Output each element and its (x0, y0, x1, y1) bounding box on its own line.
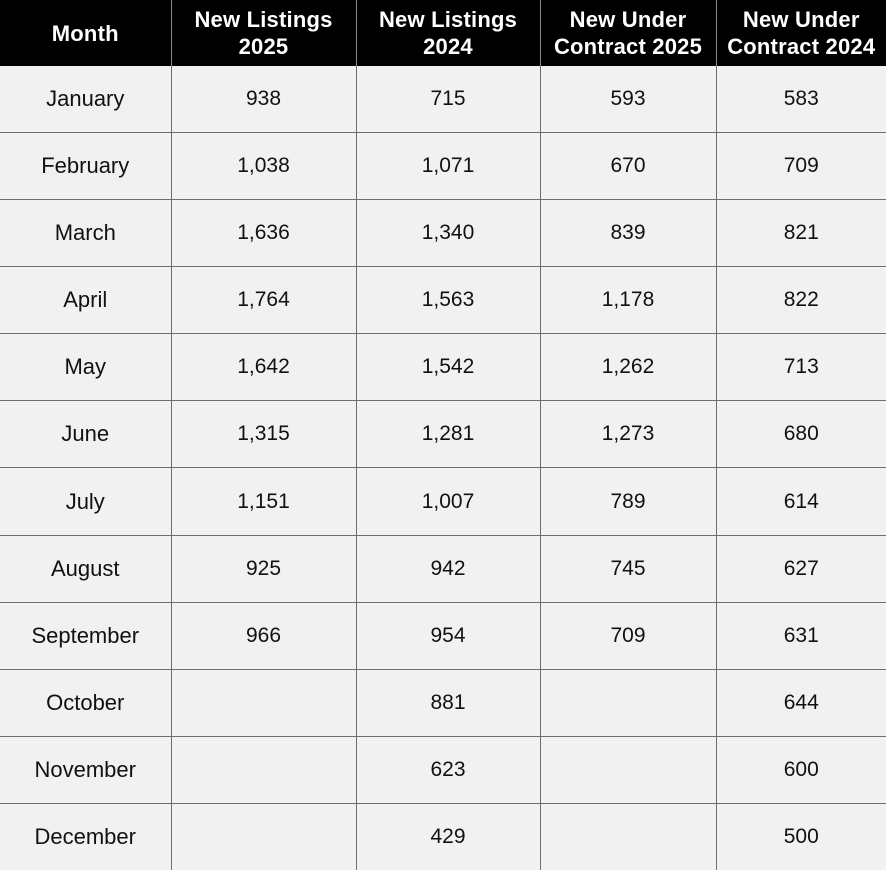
cell-new-under-contract-2025: 1,273 (540, 401, 716, 468)
cell-new-listings-2025: 1,764 (171, 267, 356, 334)
header-month-line-1: Month (51, 20, 119, 46)
cell-month: August (0, 535, 171, 602)
cell-new-listings-2025: 1,151 (171, 468, 356, 535)
table-row (0, 803, 886, 870)
cell-new-listings-2024: 1,340 (356, 200, 540, 267)
table-row (0, 401, 886, 468)
cell-new-under-contract-2025: 839 (540, 200, 716, 267)
cell-new-listings-2025: 1,038 (171, 133, 356, 200)
cell-new-under-contract-2025: 789 (540, 468, 716, 535)
cell-new-under-contract-2024: 713 (716, 334, 886, 401)
cell-new-under-contract-2024: 627 (716, 535, 886, 602)
header-new-under-contract-2025 (540, 0, 716, 66)
cell-new-listings-2024: 1,071 (356, 133, 540, 200)
table-row (0, 602, 886, 669)
table-row (0, 669, 886, 736)
cell-new-under-contract-2025 (540, 736, 716, 803)
cell-new-listings-2025: 925 (171, 535, 356, 602)
cell-new-listings-2024: 715 (356, 66, 540, 133)
header-new-listings-2024-line-2: 2024 (423, 34, 473, 59)
cell-new-listings-2025: 1,642 (171, 334, 356, 401)
header-new-listings-2025-line-1: New Listings (194, 7, 333, 32)
cell-new-listings-2025: 1,636 (171, 200, 356, 267)
cell-new-under-contract-2024: 709 (716, 133, 886, 200)
table-row (0, 334, 886, 401)
table-body (0, 66, 886, 870)
cell-month: October (0, 669, 171, 736)
cell-new-under-contract-2024: 631 (716, 602, 886, 669)
header-new-listings-2025 (171, 0, 356, 66)
table-row (0, 133, 886, 200)
header-new-listings-2024 (356, 0, 540, 66)
cell-new-under-contract-2025: 709 (540, 602, 716, 669)
header-new-under-contract-2024-line-1: New Under (742, 7, 860, 32)
cell-new-under-contract-2024: 822 (716, 267, 886, 334)
cell-new-under-contract-2025: 593 (540, 66, 716, 133)
cell-new-under-contract-2025: 745 (540, 535, 716, 602)
header-new-listings-2024-line-1: New Listings (378, 7, 518, 32)
cell-new-under-contract-2025: 1,178 (540, 267, 716, 334)
cell-new-listings-2025 (171, 669, 356, 736)
cell-new-under-contract-2025 (540, 669, 716, 736)
cell-new-under-contract-2025 (540, 803, 716, 870)
cell-new-listings-2025: 1,315 (171, 401, 356, 468)
table-row (0, 468, 886, 535)
cell-new-under-contract-2024: 821 (716, 200, 886, 267)
cell-new-under-contract-2024: 614 (716, 468, 886, 535)
header-new-under-contract-2025-line-2: Contract 2025 (553, 34, 703, 59)
cell-month: March (0, 200, 171, 267)
cell-new-under-contract-2024: 500 (716, 803, 886, 870)
cell-month: November (0, 736, 171, 803)
table-row (0, 267, 886, 334)
table-row (0, 66, 886, 133)
cell-new-listings-2024: 1,542 (356, 334, 540, 401)
cell-month: April (0, 267, 171, 334)
cell-month: June (0, 401, 171, 468)
header-new-under-contract-2025-line-1: New Under (569, 7, 687, 32)
header-new-under-contract-2024 (716, 0, 886, 66)
cell-month: May (0, 334, 171, 401)
cell-month: January (0, 66, 171, 133)
cell-month: July (0, 468, 171, 535)
cell-new-listings-2024: 1,007 (356, 468, 540, 535)
header-row (0, 0, 886, 66)
cell-new-listings-2024: 881 (356, 669, 540, 736)
cell-new-listings-2024: 954 (356, 602, 540, 669)
cell-new-under-contract-2024: 644 (716, 669, 886, 736)
table-row (0, 736, 886, 803)
cell-new-under-contract-2025: 1,262 (540, 334, 716, 401)
table-row (0, 535, 886, 602)
cell-new-listings-2024: 623 (356, 736, 540, 803)
cell-new-under-contract-2024: 680 (716, 401, 886, 468)
cell-new-under-contract-2025: 670 (540, 133, 716, 200)
cell-new-listings-2025: 938 (171, 66, 356, 133)
header-new-under-contract-2024-line-2: Contract 2024 (727, 34, 876, 59)
cell-new-listings-2024: 1,563 (356, 267, 540, 334)
table-row (0, 200, 886, 267)
cell-new-listings-2024: 429 (356, 803, 540, 870)
header-new-listings-2025-line-2: 2025 (238, 34, 289, 59)
cell-new-under-contract-2024: 583 (716, 66, 886, 133)
cell-month: February (0, 133, 171, 200)
cell-new-under-contract-2024: 600 (716, 736, 886, 803)
cell-new-listings-2025 (171, 803, 356, 870)
cell-new-listings-2025 (171, 736, 356, 803)
cell-new-listings-2025: 966 (171, 602, 356, 669)
cell-new-listings-2024: 942 (356, 535, 540, 602)
header-month (0, 0, 171, 66)
cell-new-listings-2024: 1,281 (356, 401, 540, 468)
cell-month: December (0, 803, 171, 870)
cell-month: September (0, 602, 171, 669)
